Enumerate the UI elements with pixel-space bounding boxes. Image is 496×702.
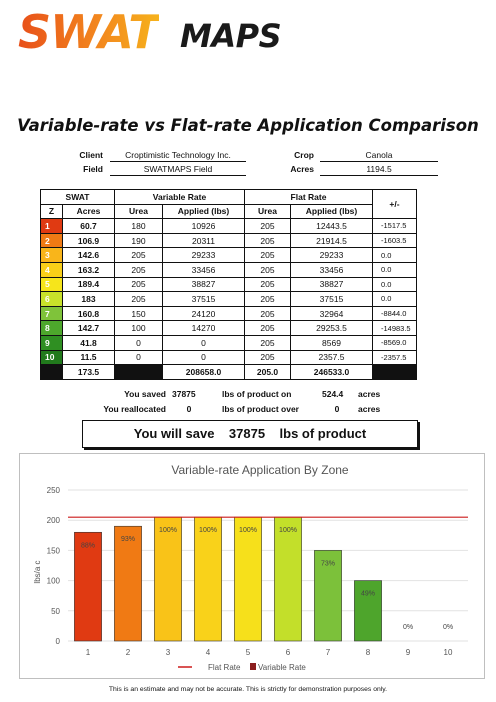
reallocated-label: You reallocated <box>103 404 166 414</box>
zone-number: 7 <box>41 306 63 321</box>
urea-flat: 205 <box>245 233 291 248</box>
y-tick-label: 200 <box>46 516 60 526</box>
applied-variable: 29233 <box>163 248 245 263</box>
zone-acres: 41.8 <box>63 335 115 350</box>
difference: -8569.0 <box>373 335 417 350</box>
bar <box>154 517 181 641</box>
bar-data-label: 100% <box>199 527 217 535</box>
bar <box>114 526 141 641</box>
zone-number: 2 <box>41 233 63 248</box>
applied-variable: 20311 <box>163 233 245 248</box>
legend-variable-rate-label: Variable Rate <box>258 663 306 672</box>
applied-variable: 0 <box>163 335 245 350</box>
bar-data-label: 100% <box>239 527 257 535</box>
totals-blank <box>115 365 163 380</box>
y-axis-label: lbs/a c <box>33 560 42 584</box>
bar <box>194 517 221 641</box>
logo-swat-text: SWAT <box>18 5 159 59</box>
crop-label: Crop <box>294 150 314 160</box>
applied-flat: 8569 <box>291 335 373 350</box>
bar-data-label: 93% <box>120 536 136 544</box>
urea-flat: 205 <box>245 321 291 336</box>
legend-flat-rate-label: Flat Rate <box>208 663 241 672</box>
savings-banner <box>82 420 418 448</box>
totals-blank <box>373 365 417 380</box>
y-tick-label: 250 <box>46 486 60 495</box>
x-tick-label: 1 <box>85 648 91 657</box>
x-tick-label: 3 <box>165 648 171 657</box>
client-label: Client <box>79 150 103 160</box>
crop-value: Canola <box>320 150 438 162</box>
applied-flat: 33456 <box>291 262 373 277</box>
urea-flat: 205 <box>245 248 291 263</box>
bar-data-label: 100% <box>159 527 177 535</box>
zone-acres: 60.7 <box>63 219 115 234</box>
zone-acres: 142.6 <box>63 248 115 263</box>
applied-flat: 38827 <box>291 277 373 292</box>
urea-variable: 0 <box>115 335 163 350</box>
legend-variable-rate-swatch <box>250 663 256 670</box>
zone-number: 4 <box>41 262 63 277</box>
difference: 0.0 <box>373 277 417 292</box>
table-row <box>41 292 417 307</box>
acres-header: Acres <box>63 204 115 219</box>
applied-variable: 0 <box>163 350 245 365</box>
urea-flat: 205 <box>245 292 291 307</box>
table-row <box>41 233 417 248</box>
bar-data-label: 88% <box>80 542 96 550</box>
applied-variable: 37515 <box>163 292 245 307</box>
urea-variable: 180 <box>115 219 163 234</box>
saved-acres-unit: acres <box>358 389 381 399</box>
comparison-table <box>40 189 417 380</box>
x-tick-label: 6 <box>285 648 291 657</box>
bar <box>234 517 261 641</box>
x-tick-label: 10 <box>443 648 453 657</box>
reallocated-unit: lbs of product over <box>222 404 299 414</box>
total-acres: 173.5 <box>63 365 115 380</box>
field-value: SWATMAPS Field <box>110 164 246 176</box>
applied-variable: 14270 <box>163 321 245 336</box>
x-tick-label: 4 <box>205 648 211 657</box>
x-tick-label: 5 <box>245 648 251 657</box>
total-applied-variable: 208658.0 <box>163 365 245 380</box>
urea-flat: 205 <box>245 262 291 277</box>
difference: 0.0 <box>373 262 417 277</box>
urea-flat: 205 <box>245 219 291 234</box>
urea-flat: 205 <box>245 277 291 292</box>
urea-flat: 205 <box>245 306 291 321</box>
y-tick-label: 100 <box>46 576 60 586</box>
diff-header: +/- <box>373 190 417 219</box>
urea-variable: 205 <box>115 262 163 277</box>
zone-number: 5 <box>41 277 63 292</box>
bar-data-label: 0% <box>402 624 414 631</box>
zone-number: 6 <box>41 292 63 307</box>
saved-value: 37875 <box>172 389 196 399</box>
saved-unit: lbs of product on <box>222 389 292 399</box>
applied-flat: 32964 <box>291 306 373 321</box>
bar-data-label: 100% <box>279 527 297 535</box>
applied-flat: 21914.5 <box>291 233 373 248</box>
applied-variable-header: Applied (lbs) <box>163 204 245 219</box>
urea-variable: 100 <box>115 321 163 336</box>
field-label: Field <box>83 164 103 174</box>
page-title: Variable-rate vs Flat-rate Application Comparison <box>17 116 479 135</box>
urea-flat-header: Urea <box>245 204 291 219</box>
difference: 0.0 <box>373 248 417 263</box>
urea-variable: 150 <box>115 306 163 321</box>
zone-number: 8 <box>41 321 63 336</box>
difference: -1603.5 <box>373 233 417 248</box>
urea-variable: 190 <box>115 233 163 248</box>
table-row <box>41 321 417 336</box>
zone-number: 10 <box>41 350 63 365</box>
zone-number: 3 <box>41 248 63 263</box>
zone-acres: 163.2 <box>63 262 115 277</box>
zone-acres: 160.8 <box>63 306 115 321</box>
savings-label: You will save <box>133 426 215 441</box>
saved-label: You saved <box>124 389 166 399</box>
total-applied-flat: 246533.0 <box>291 365 373 380</box>
difference: -14983.5 <box>373 321 417 336</box>
urea-flat: 205 <box>245 350 291 365</box>
x-tick-label: 2 <box>125 648 131 657</box>
applied-flat: 29253.5 <box>291 321 373 336</box>
y-tick-label: 150 <box>46 546 60 556</box>
disclaimer: This is an estimate and may not be accurate. This is strictly for demonstration purposes only. <box>108 686 388 693</box>
applied-variable: 38827 <box>163 277 245 292</box>
savings-value: 37875 <box>228 426 266 441</box>
table-row <box>41 262 417 277</box>
chart-panel <box>19 453 485 679</box>
table-row <box>41 248 417 263</box>
reallocated-acres: 0 <box>334 404 340 414</box>
x-tick-label: 8 <box>365 648 371 657</box>
reallocated-acres-unit: acres <box>358 404 381 414</box>
table-row <box>41 219 417 234</box>
applied-variable: 10926 <box>163 219 245 234</box>
y-tick-label: 0 <box>55 637 60 646</box>
difference: -1517.5 <box>373 219 417 234</box>
applied-flat: 12443.5 <box>291 219 373 234</box>
urea-variable: 205 <box>115 292 163 307</box>
urea-flat: 205 <box>245 335 291 350</box>
applied-flat: 37515 <box>291 292 373 307</box>
savings-unit: lbs of product <box>279 426 367 441</box>
acres-value: 1194.5 <box>320 164 438 176</box>
zone-number: 9 <box>41 335 63 350</box>
saved-acres: 524.4 <box>322 389 344 399</box>
variable-rate-chart <box>20 454 486 680</box>
applied-flat-header: Applied (lbs) <box>291 204 373 219</box>
urea-variable: 205 <box>115 277 163 292</box>
urea-variable: 205 <box>115 248 163 263</box>
table-row <box>41 306 417 321</box>
bar-data-label: 0% <box>442 624 454 631</box>
difference: -2357.5 <box>373 350 417 365</box>
logo-maps-text: MAPS <box>180 17 282 55</box>
total-urea-flat: 205.0 <box>245 365 291 380</box>
bar <box>274 517 301 641</box>
flat-rate-group-header: Flat Rate <box>245 190 373 205</box>
urea-variable-header: Urea <box>115 204 163 219</box>
x-tick-label: 7 <box>325 648 331 657</box>
bar-data-label: 49% <box>360 590 376 598</box>
zone-acres: 106.9 <box>63 233 115 248</box>
chart-title: Variable-rate Application By Zone <box>171 463 349 477</box>
swat-group-header: SWAT <box>41 190 115 205</box>
y-tick-label: 50 <box>51 606 60 616</box>
zone-acres: 142.7 <box>63 321 115 336</box>
applied-flat: 2357.5 <box>291 350 373 365</box>
difference: -8844.0 <box>373 306 417 321</box>
zone-acres: 183 <box>63 292 115 307</box>
urea-variable: 0 <box>115 350 163 365</box>
z-header: Z <box>41 204 63 219</box>
zone-acres: 11.5 <box>63 350 115 365</box>
bar-data-label: 73% <box>320 560 336 568</box>
table-row <box>41 335 417 350</box>
totals-blank <box>41 365 63 380</box>
variable-rate-group-header: Variable Rate <box>115 190 245 205</box>
totals-row <box>41 365 417 380</box>
applied-flat: 29233 <box>291 248 373 263</box>
zone-acres: 189.4 <box>63 277 115 292</box>
reallocated-value: 0 <box>186 404 192 414</box>
table-row <box>41 350 417 365</box>
applied-variable: 24120 <box>163 306 245 321</box>
client-value: Croptimistic Technology Inc. <box>110 150 246 162</box>
table-row <box>41 277 417 292</box>
zone-number: 1 <box>41 219 63 234</box>
difference: 0.0 <box>373 292 417 307</box>
swatmaps-logo <box>18 5 318 59</box>
applied-variable: 33456 <box>163 262 245 277</box>
x-tick-label: 9 <box>405 648 411 657</box>
acres-label: Acres <box>290 164 314 174</box>
